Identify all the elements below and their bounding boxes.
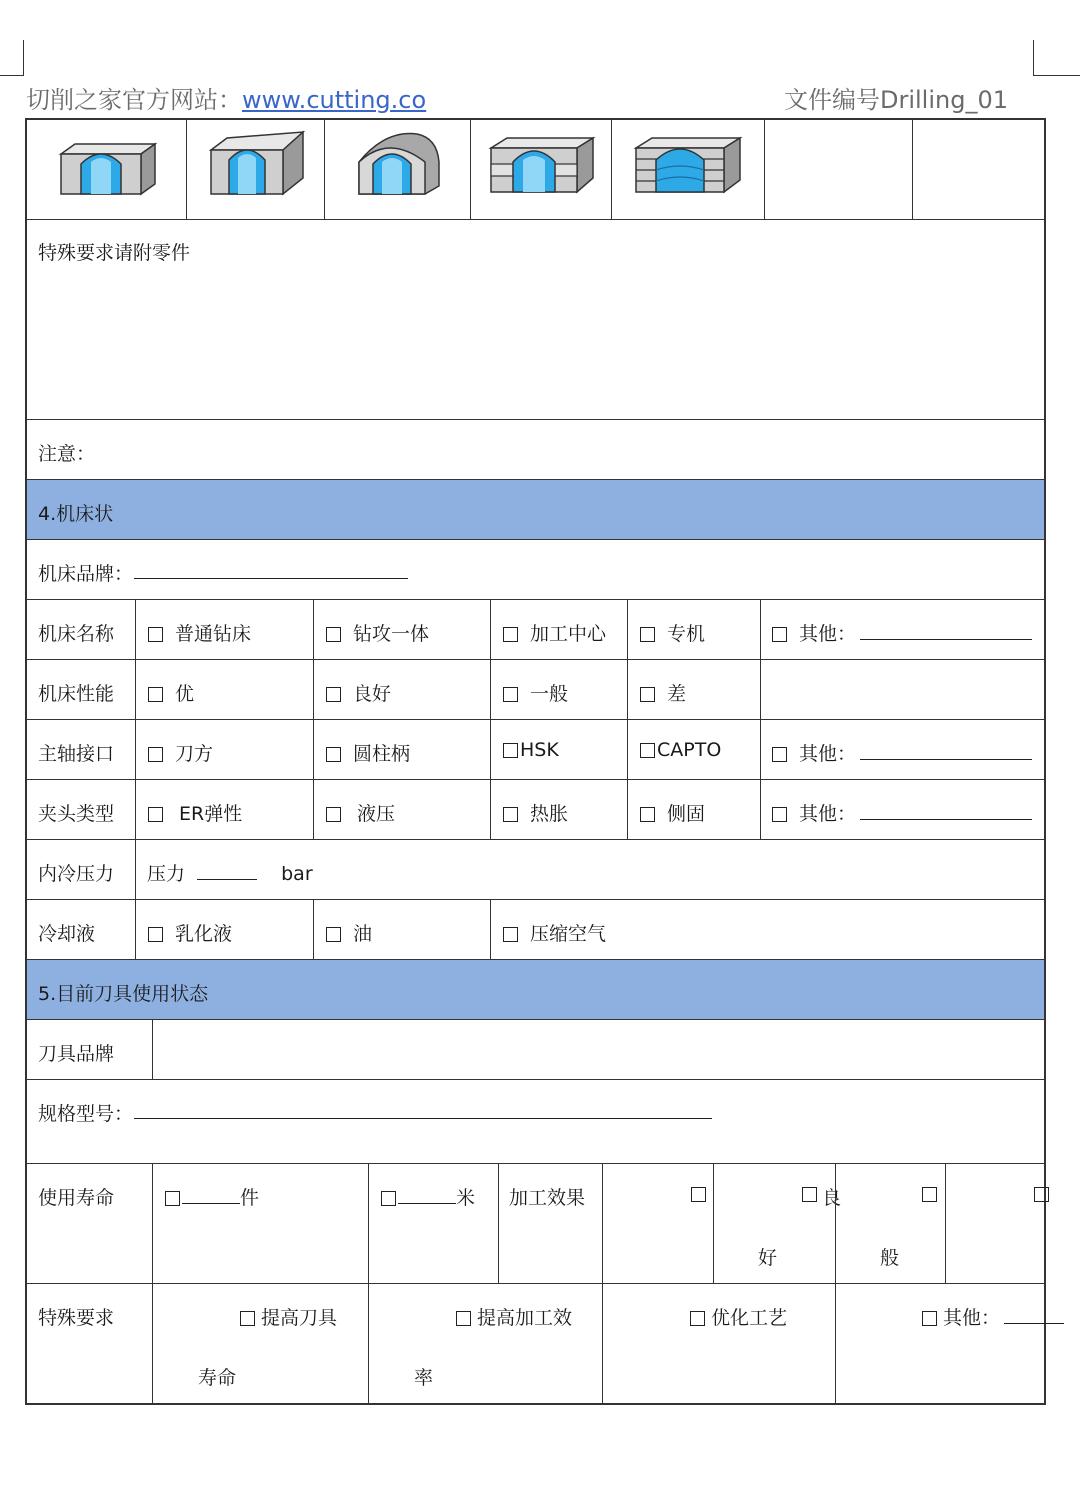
other-input-line[interactable]: [860, 639, 1032, 640]
shape-cell-3[interactable]: [324, 120, 470, 219]
checkbox[interactable]: [326, 927, 341, 942]
machine-performance-label-cell: [27, 660, 135, 719]
checkbox[interactable]: [326, 687, 341, 702]
site-header: [26, 80, 426, 115]
checkbox[interactable]: [640, 687, 655, 702]
checkbox[interactable]: [922, 1187, 937, 1202]
special-option-cell[interactable]: [602, 1284, 835, 1405]
machine-name-label-cell: [27, 600, 135, 659]
checkbox[interactable]: [922, 1311, 937, 1326]
spindle-interface-label: 主轴接口: [38, 743, 115, 765]
checkbox[interactable]: [640, 743, 655, 758]
effect-label-cell: [498, 1164, 602, 1283]
special-option-label: 提高加工效: [477, 1307, 573, 1329]
option-label: 液压: [357, 803, 396, 825]
option-label: 加工中心: [530, 623, 607, 645]
special-option-label-cont: 寿命: [198, 1367, 237, 1389]
checkbox[interactable]: [691, 1187, 706, 1202]
form-sheet: [25, 118, 1046, 1405]
option-label: 其他：: [799, 623, 857, 645]
checkbox[interactable]: [772, 807, 787, 822]
life-meters-cell[interactable]: [368, 1164, 498, 1283]
machine-name-label: 机床名称: [38, 623, 115, 645]
special-req-label-cell: [27, 1284, 152, 1405]
option-cell[interactable]: [760, 780, 1044, 839]
tool-brand-label-cell: [27, 1020, 152, 1079]
coolant-pressure-label: 内冷压力: [38, 863, 115, 885]
option-cell[interactable]: [760, 600, 1044, 659]
option-label: 压缩空气: [530, 923, 607, 945]
tool-brand-label: 刀具品牌: [38, 1043, 115, 1065]
tool-life-label: 使用寿命: [38, 1187, 115, 1209]
machine-brand-input-line[interactable]: [134, 578, 408, 579]
option-cell[interactable]: [313, 660, 490, 719]
site-label: 切削之家官方网站：: [26, 86, 242, 114]
option-label: 一般: [530, 683, 569, 705]
special-option-label: 提高刀具: [261, 1307, 338, 1329]
shape-icons-row: [27, 120, 1044, 220]
coolant-label: 冷却液: [38, 923, 96, 945]
option-label: 普通钻床: [175, 623, 252, 645]
option-cell[interactable]: [627, 660, 760, 719]
option-cell[interactable]: [490, 660, 627, 719]
effect-option-label: 般: [880, 1247, 900, 1269]
option-cell[interactable]: [627, 780, 760, 839]
shape-cell-5[interactable]: [611, 120, 764, 219]
shape-cell-7[interactable]: [912, 120, 1044, 219]
checkbox[interactable]: [148, 687, 163, 702]
checkbox[interactable]: [503, 627, 518, 642]
option-cell[interactable]: [490, 720, 627, 779]
option-cell[interactable]: [490, 600, 627, 659]
option-label: 其他：: [799, 743, 857, 765]
option-label: ER弹性: [179, 803, 243, 825]
section4-header: [27, 480, 1044, 540]
stepped-hole-shape-icon: [487, 134, 597, 198]
special-option-label: 其他：: [943, 1307, 1001, 1329]
option-cell[interactable]: [135, 660, 313, 719]
crop-mark-top-left: [0, 40, 24, 76]
option-cell[interactable]: [313, 780, 490, 839]
checkbox[interactable]: [148, 927, 163, 942]
checkbox[interactable]: [456, 1311, 471, 1326]
empty-cell: [760, 660, 1044, 719]
pressure-prefix: 压力: [147, 863, 186, 885]
option-cell[interactable]: [627, 600, 760, 659]
section5-header: [27, 960, 1044, 1020]
checkbox[interactable]: [772, 747, 787, 762]
section4-title: 4.机床状: [38, 503, 114, 525]
effect-option-cell[interactable]: [945, 1164, 1044, 1283]
special-option-cell[interactable]: [152, 1284, 368, 1405]
option-label: 差: [667, 683, 687, 705]
spec-model-row: [27, 1080, 1044, 1164]
option-label: 专机: [667, 623, 706, 645]
notice-row[interactable]: [27, 420, 1044, 480]
chuck-type-label-cell: [27, 780, 135, 839]
checkbox[interactable]: [148, 627, 163, 642]
checkbox[interactable]: [503, 687, 518, 702]
option-cell[interactable]: [313, 900, 490, 959]
shape-cell-4[interactable]: [470, 120, 611, 219]
option-cell[interactable]: [627, 720, 760, 779]
checkbox[interactable]: [165, 1191, 180, 1206]
checkbox[interactable]: [1034, 1187, 1049, 1202]
option-cell[interactable]: [135, 720, 313, 779]
chuck-type-label: 夹头类型: [38, 803, 115, 825]
tool-brand-value-cell[interactable]: [152, 1020, 1044, 1079]
site-link[interactable]: www.cutting.co: [242, 86, 427, 114]
checkbox[interactable]: [381, 1191, 396, 1206]
option-cell[interactable]: [313, 600, 490, 659]
tool-life-label-cell: [27, 1164, 152, 1283]
machine-brand-label: 机床品牌：: [38, 563, 134, 585]
notice-label: 注意：: [38, 443, 96, 465]
checkbox[interactable]: [772, 627, 787, 642]
shape-cell-1[interactable]: [27, 120, 186, 219]
option-cell[interactable]: [490, 900, 1044, 959]
angled-hole-shape-icon: [207, 128, 307, 198]
spec-model-input-line[interactable]: [134, 1118, 712, 1119]
effect-option-label: 好: [758, 1247, 778, 1269]
shape-cell-2[interactable]: [186, 120, 324, 219]
special-note-row[interactable]: [27, 220, 1044, 420]
option-cell[interactable]: [313, 720, 490, 779]
checkbox[interactable]: [640, 627, 655, 642]
pressure-value-cell[interactable]: [135, 840, 1044, 899]
crop-mark-top-right: [1033, 40, 1080, 76]
other-input-line[interactable]: [860, 759, 1032, 760]
pressure-unit: bar: [281, 863, 313, 885]
option-label: HSK: [520, 739, 559, 761]
checkbox[interactable]: [640, 807, 655, 822]
chuck-type-row: [27, 780, 1044, 840]
spindle-interface-label-cell: [27, 720, 135, 779]
checkbox[interactable]: [503, 927, 518, 942]
checkbox[interactable]: [148, 747, 163, 762]
option-cell[interactable]: [760, 720, 1044, 779]
checkbox[interactable]: [240, 1311, 255, 1326]
pressure-input-line[interactable]: [197, 879, 257, 880]
special-option-label: 优化工艺: [711, 1307, 788, 1329]
checkbox[interactable]: [503, 743, 518, 758]
option-cell[interactable]: [490, 780, 627, 839]
effect-option-cell[interactable]: [602, 1164, 713, 1283]
checkbox[interactable]: [326, 627, 341, 642]
section5-title: 5.目前刀具使用状态: [38, 983, 209, 1005]
stacked-layer-hole-shape-icon: [632, 134, 744, 198]
document-number: 文件编号Drilling_01: [783, 86, 1008, 114]
through-hole-shape-icon: [57, 138, 157, 198]
life-pieces-cell[interactable]: [152, 1164, 368, 1283]
option-cell[interactable]: [135, 600, 313, 659]
checkbox[interactable]: [326, 747, 341, 762]
coolant-label-cell: [27, 900, 135, 959]
effect-option-cell[interactable]: [713, 1164, 842, 1283]
tool-life-row: [27, 1164, 1044, 1284]
machine-performance-label: 机床性能: [38, 683, 115, 705]
option-label: 圆柱柄: [353, 743, 411, 765]
option-label: 刀方: [175, 743, 214, 765]
checkbox[interactable]: [148, 807, 163, 822]
special-note-text: 特殊要求请附零件: [38, 242, 191, 264]
tool-brand-row: [27, 1020, 1044, 1080]
life-meters-unit: 米: [456, 1187, 476, 1209]
option-cell[interactable]: [135, 900, 313, 959]
machine-brand-row: [27, 540, 1044, 600]
option-label: 其他：: [799, 803, 857, 825]
option-label: 热胀: [530, 803, 569, 825]
option-label: 油: [353, 923, 373, 945]
special-requirements-row: [27, 1284, 1044, 1405]
checkbox[interactable]: [802, 1187, 817, 1202]
life-meters-input-line[interactable]: [398, 1203, 456, 1204]
shape-cell-6[interactable]: [764, 120, 912, 219]
checkbox[interactable]: [503, 807, 518, 822]
special-option-label-cont: 率: [414, 1367, 434, 1389]
coolant-pressure-row: [27, 840, 1044, 900]
machine-performance-row: [27, 660, 1044, 720]
coolant-row: [27, 900, 1044, 960]
curved-top-hole-shape-icon: [355, 128, 445, 198]
other-input-line[interactable]: [860, 819, 1032, 820]
special-option-cell[interactable]: [835, 1284, 1044, 1405]
special-option-cell[interactable]: [368, 1284, 602, 1405]
coolant-pressure-label-cell: [27, 840, 135, 899]
option-label: 良好: [353, 683, 392, 705]
life-pieces-input-line[interactable]: [182, 1203, 240, 1204]
machine-name-row: [27, 600, 1044, 660]
option-cell[interactable]: [135, 780, 313, 839]
life-pieces-unit: 件: [240, 1187, 260, 1209]
effect-option-cut-label: 良: [822, 1187, 842, 1209]
effect-label: 加工效果: [509, 1187, 586, 1209]
checkbox[interactable]: [326, 807, 341, 822]
option-label: 钻攻一体: [353, 623, 430, 645]
checkbox[interactable]: [690, 1311, 705, 1326]
option-label: 侧固: [667, 803, 706, 825]
spec-model-label: 规格型号：: [38, 1103, 134, 1125]
special-req-label: 特殊要求: [38, 1307, 115, 1329]
effect-option-cell[interactable]: [835, 1164, 945, 1283]
other-input-line[interactable]: [1004, 1323, 1064, 1324]
option-label: CAPTO: [657, 739, 722, 761]
option-label: 乳化液: [175, 923, 233, 945]
option-label: 优: [175, 683, 195, 705]
spindle-interface-row: [27, 720, 1044, 780]
